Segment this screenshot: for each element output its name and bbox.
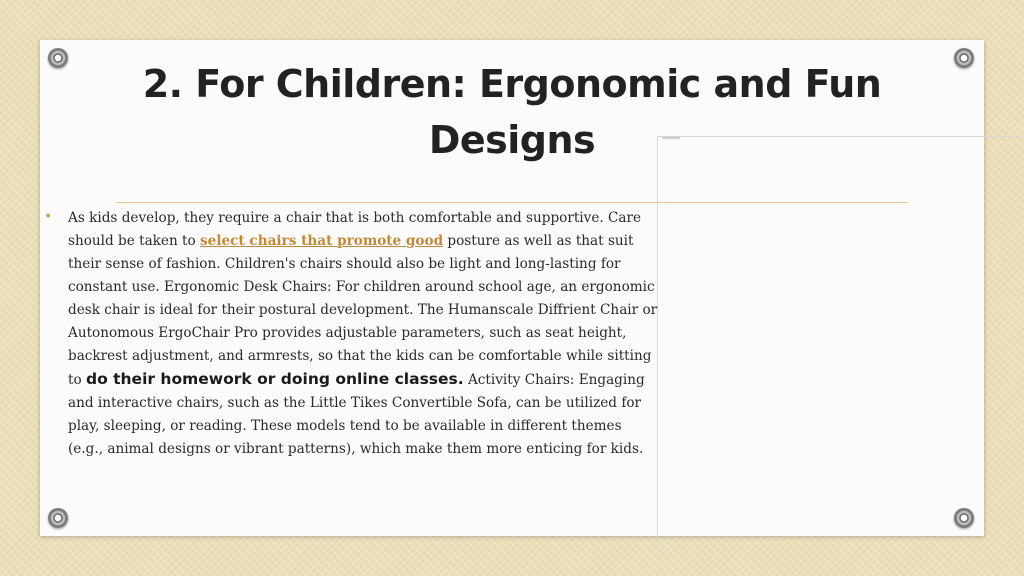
body-paragraph (68, 207, 658, 461)
paragraph-text: posture as well as that suit their sense of fashion. Children's chairs should also be light and long-lasting for constant use. Ergonomic Desk Chairs: For children around school age, an ergonomic desk chair is ideal for their postural development. The Humanscale Diffrient Chair or Autonomous ErgoChair Pro provides adjustable parameters, such as seat height, backrest adjustment, and armrests, so that the kids can be comfortable while sitting to (68, 233, 658, 388)
paragraph-text: Activity Chairs: Engaging and interactive chairs, such as the Little Tikes Convertible Sofa, can be utilized for play, sleeping, or reading. These models tend to be available in different themes (e.g., animal designs or vibrant patterns), which make them more enticing for kids. (68, 372, 645, 457)
image-placeholder-mark (662, 137, 680, 139)
pushpin-icon (48, 508, 68, 528)
bullet-icon: • (44, 209, 53, 225)
pushpin-icon (954, 48, 974, 68)
emphasis-text: do their homework or doing online classes. (85, 370, 464, 388)
image-placeholder-frame (657, 136, 1024, 549)
slide-title: 2. For Children: Ergonomic and Fun Designs (142, 62, 882, 162)
pushpin-icon (48, 48, 68, 68)
select-chairs-link[interactable]: select chairs that promote good (200, 233, 444, 249)
paragraph-text: As kids develop, they require a chair that is both comfortable and supportive. Care should be taken to (68, 210, 642, 249)
